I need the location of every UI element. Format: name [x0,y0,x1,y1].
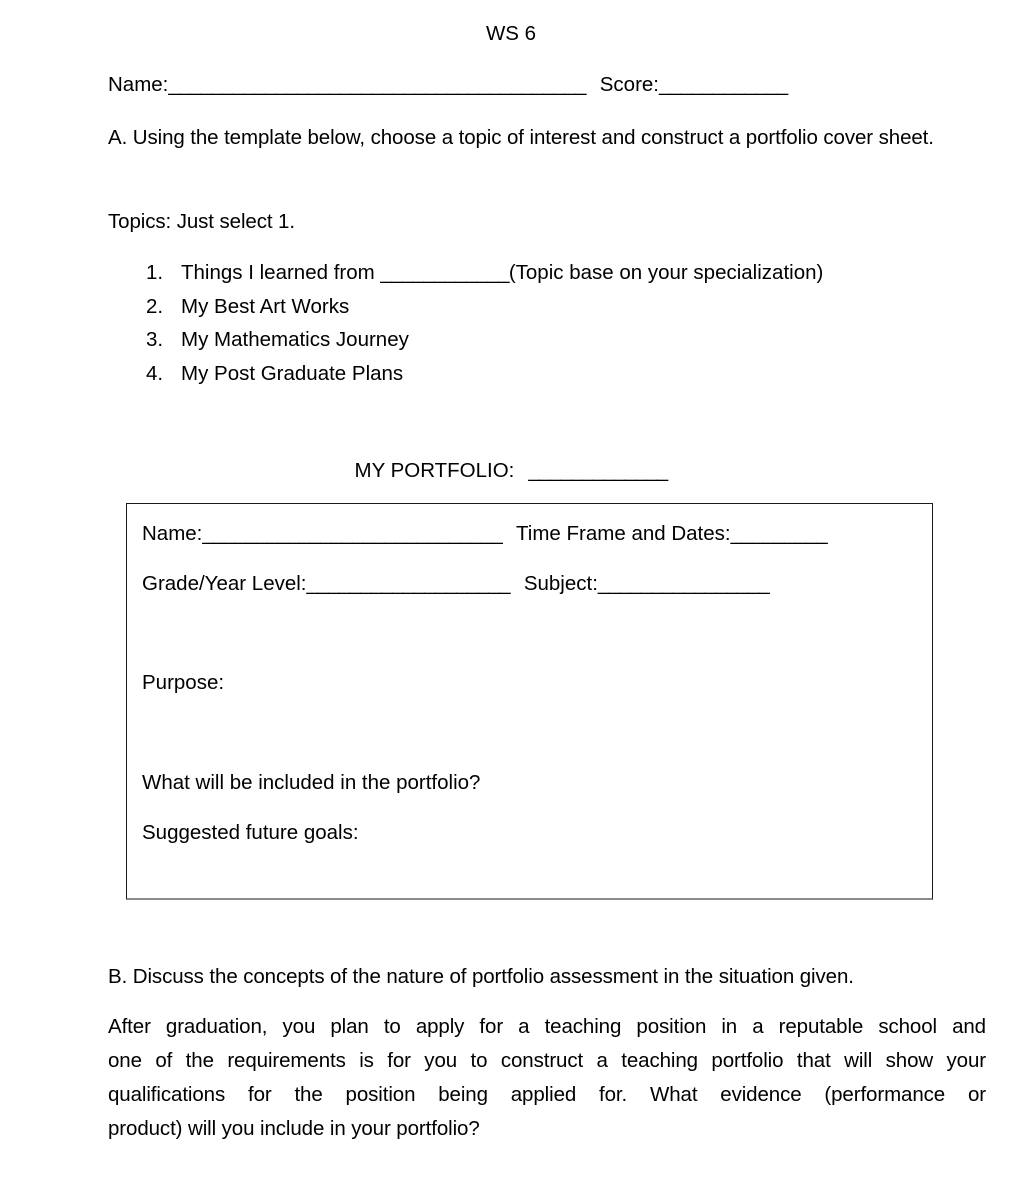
list-item[interactable] [146,323,1006,357]
template-time-frame-blank-line[interactable]: _________ [730,522,827,545]
name-label: Name: [108,73,169,96]
name-blank-line[interactable]: _______________________________________ [168,73,586,96]
template-purpose-label: Purpose: [142,671,225,694]
list-item-number: 1. [146,261,164,284]
list-item-number: 3. [146,328,164,351]
scenario-line: product) will you include in your portfolio? [108,1117,480,1140]
template-row-name [142,519,827,549]
scenario-line: qualifications for the position being applied for. What evidence (performance or [108,1083,986,1106]
template-goals-label: Suggested future goals: [142,821,359,844]
topic-blank-line[interactable]: ____________ [380,261,509,284]
template-row-grade [142,569,769,599]
portfolio-heading-label: MY PORTFOLIO: [354,459,515,482]
topic-list [146,256,1006,390]
list-item-label: My Mathematics Journey [181,328,409,351]
list-item-label: Things I learned from [181,261,381,284]
template-subject-blank-line[interactable]: ________________ [597,572,770,595]
page-title: WS 6 [485,22,537,45]
template-time-frame-label: Time Frame and Dates: [516,522,731,545]
template-grade-label: Grade/Year Level: [142,572,307,595]
section-a-instruction: A. Using the template below, choose a topic of interest and construct a portfolio cover sheet. [108,126,934,149]
score-blank-line[interactable]: ____________ [659,73,788,96]
scenario-line: one of the requirements is for you to construct a teaching portfolio that will show your [108,1049,986,1072]
scenario-line: After graduation, you plan to apply for a teaching position in a reputable school and [108,1015,986,1038]
list-item-number: 4. [146,361,164,385]
template-name-label: Name: [142,522,203,545]
list-item[interactable] [146,357,1006,391]
template-name-blank-line[interactable]: ____________________________ [202,522,503,545]
topics-label: Topics: Just select 1. [108,210,295,233]
list-item-number: 2. [146,294,164,318]
name-score-row [108,70,938,100]
list-item-suffix: (Topic base on your specialization) [508,261,824,284]
list-item[interactable] [146,256,1006,290]
portfolio-heading-blank-line[interactable]: _____________ [528,459,668,482]
score-label: Score: [599,73,659,96]
section-b-instruction: B. Discuss the concepts of the nature of portfolio assessment in the situation given. [108,965,854,988]
portfolio-heading [0,456,1022,486]
template-grade-blank-line[interactable]: ___________________ [306,572,510,595]
list-item-label: My Post Graduate Plans [181,361,404,385]
portfolio-template-box [126,503,933,900]
list-item[interactable] [146,290,1006,324]
template-included-label: What will be included in the portfolio? [142,771,481,794]
template-subject-label: Subject: [523,572,598,595]
list-item-label: My Best Art Works [181,294,350,318]
section-b-scenario [108,1010,986,1146]
